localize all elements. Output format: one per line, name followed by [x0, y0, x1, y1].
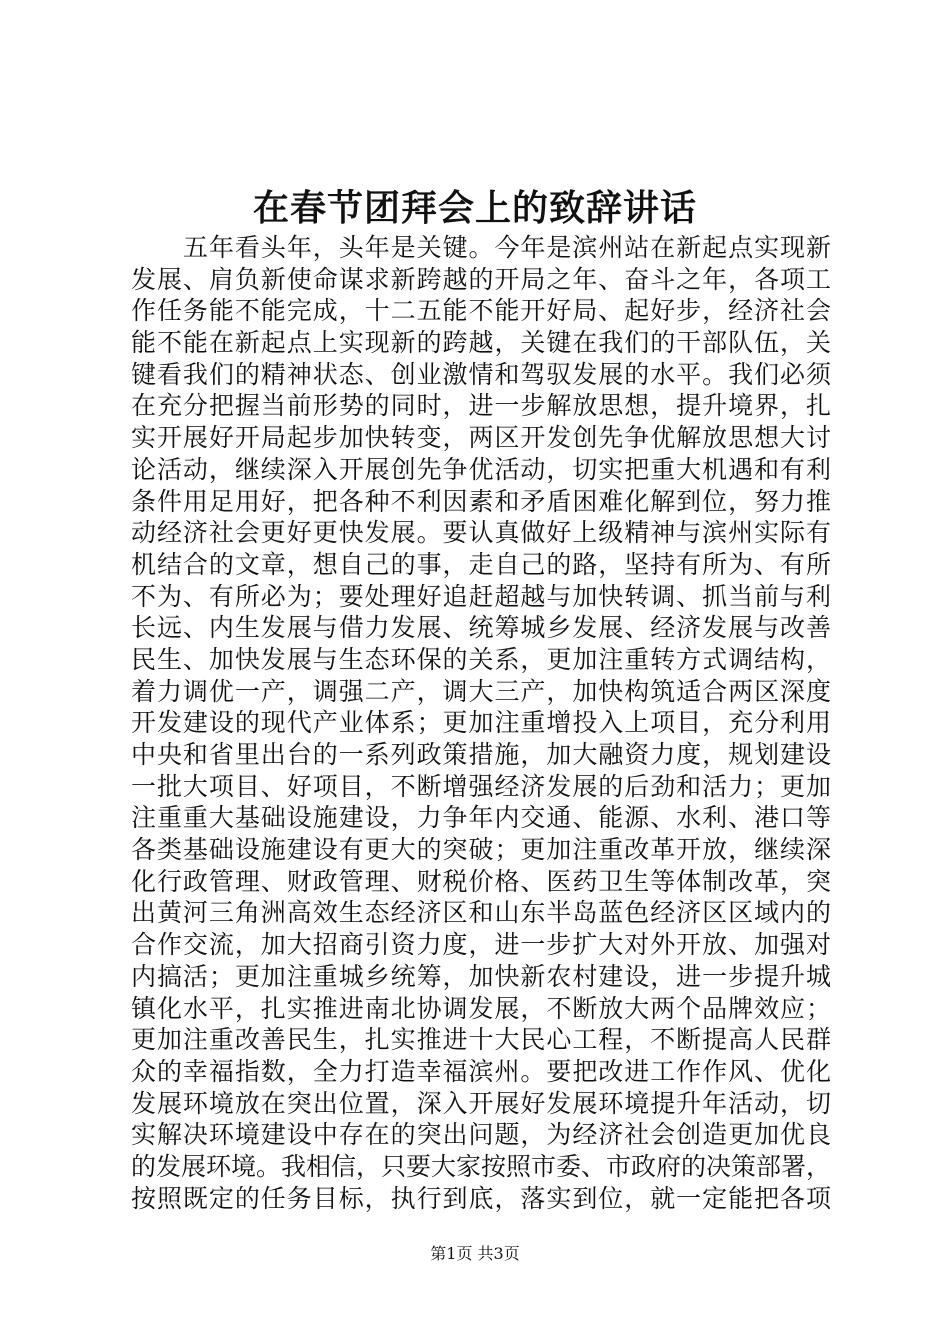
body-line: 五年看头年，头年是关键。今年是滨州站在新起点实现新	[183, 233, 831, 262]
body-line: 各类基础设施建设有更大的突破；更加注重改革开放，继续深	[131, 835, 831, 865]
body-line: 发展、肩负新使命谋求新跨越的开局之年、奋斗之年，各项工	[131, 264, 831, 294]
body-line: 条件用足用好，把各种不利因素和矛盾困难化解到位，努力推	[131, 486, 831, 516]
body-line: 众的幸福指数，全力打造幸福滨州。要把改进工作作风、优化	[131, 1056, 831, 1086]
body-line: 实解决环境建设中存在的突出问题，为经济社会创造更加优良	[131, 1120, 831, 1150]
body-line: 一批大项目、好项目，不断增强经济发展的后劲和活力；更加	[131, 771, 831, 801]
document-title: 在春节团拜会上的致辞讲话	[252, 187, 697, 229]
body-line: 长远、内生发展与借力发展、统筹城乡发展、经济发展与改善	[131, 613, 831, 643]
body-line: 键看我们的精神状态、创业激情和驾驭发展的水平。我们必须	[131, 359, 831, 389]
body-line: 机结合的文章，想自己的事，走自己的路，坚持有所为、有所	[131, 549, 831, 579]
body-line: 作任务能不能完成，十二五能不能开好局、起好步，经济社会	[131, 296, 831, 326]
body-line: 民生、加快发展与生态环保的关系，更加注重转方式调结构，	[131, 644, 831, 674]
body-line: 化行政管理、财政管理、财税价格、医药卫生等体制改革，突	[131, 866, 831, 896]
body-line: 更加注重改善民生，扎实推进十大民心工程，不断提高人民群	[131, 1025, 831, 1055]
body-line: 着力调优一产，调强二产，调大三产，加快构筑适合两区深度	[131, 676, 831, 706]
body-line: 内搞活；更加注重城乡统筹，加快新农村建设，进一步提升城	[131, 961, 831, 991]
body-line: 论活动，继续深入开展创先争优活动，切实把重大机遇和有利	[131, 454, 831, 484]
body-line: 合作交流，加大招商引资力度，进一步扩大对外开放、加强对	[131, 930, 831, 960]
page-footer: 第1页 共3页	[430, 1244, 520, 1263]
body-line: 能不能在新起点上实现新的跨越，关键在我们的干部队伍，关	[131, 328, 831, 358]
body-line: 按照既定的任务目标，执行到底，落实到位，就一定能把各项	[131, 1183, 831, 1213]
body-line: 镇化水平，扎实推进南北协调发展，不断放大两个品牌效应；	[131, 993, 831, 1023]
body-line: 发展环境放在突出位置，深入开展好发展环境提升年活动，切	[131, 1088, 831, 1118]
body-line: 在充分把握当前形势的同时，进一步解放思想，提升境界，扎	[131, 391, 831, 421]
body-line: 动经济社会更好更快发展。要认真做好上级精神与滨州实际有	[131, 518, 831, 548]
document-body	[131, 232, 831, 1214]
body-line: 开发建设的现代产业体系；更加注重增投入上项目，充分利用	[131, 708, 831, 738]
body-line: 出黄河三角洲高效生态经济区和山东半岛蓝色经济区区域内的	[131, 898, 831, 928]
body-line: 实开展好开局起步加快转变，两区开发创先争优解放思想大讨	[131, 423, 831, 453]
body-line: 中央和省里出台的一系列政策措施，加大融资力度，规划建设	[131, 740, 831, 769]
body-line: 注重重大基础设施建设，力争年内交通、能源、水利、港口等	[131, 803, 831, 833]
body-line: 的发展环境。我相信，只要大家按照市委、市政府的决策部署，	[131, 1151, 832, 1181]
body-line: 不为、有所必为；要处理好追赶超越与加快转调、抓当前与利	[131, 581, 831, 611]
